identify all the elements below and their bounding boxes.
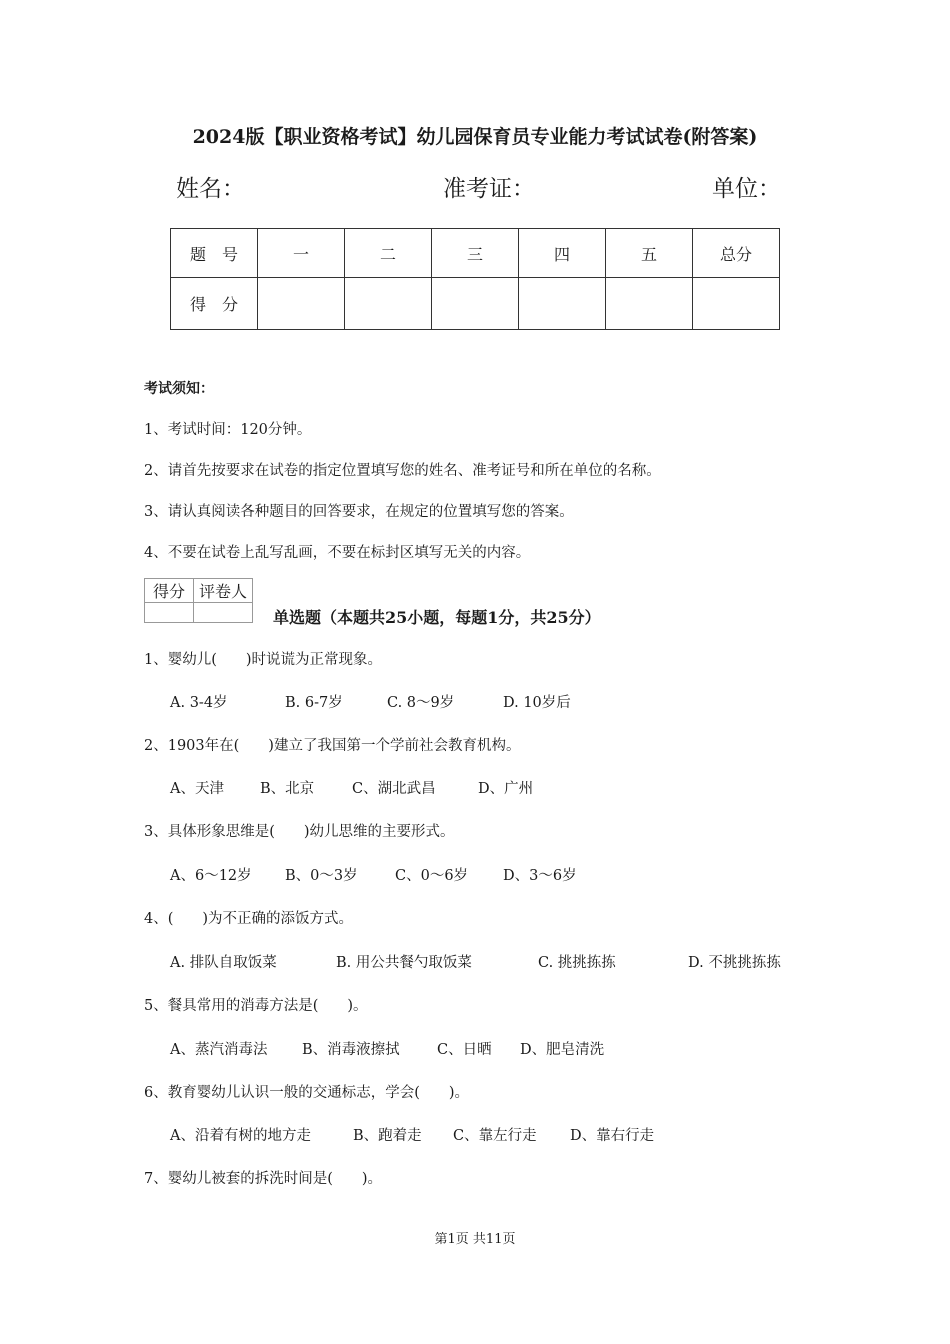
grader-score-cell [145, 603, 194, 623]
exam-id-field-label: 准考证： [443, 176, 535, 202]
option-a: A、天津 [170, 781, 224, 797]
score-cell [345, 278, 432, 330]
option-c: C、日晒 [437, 1042, 492, 1058]
question-text: 3、具体形象思维是( )幼儿思维的主要形式。 [144, 824, 455, 840]
option-d: D、广州 [478, 781, 534, 797]
option-b: B、跑着走 [353, 1128, 422, 1144]
page-footer: 第1页 共11页 [434, 1232, 516, 1247]
question-text: 4、( )为不正确的添饭方式。 [144, 911, 354, 927]
score-cell [519, 278, 606, 330]
option-d: D、靠右行走 [570, 1128, 655, 1144]
option-d: D、3～6岁 [503, 868, 577, 884]
header-cell-3: 三 [432, 229, 519, 278]
header-cell-label: 题 号 [171, 229, 258, 278]
option-b: B、北京 [260, 781, 315, 797]
header-cell-total: 总分 [693, 229, 780, 278]
grader-score-label: 得分 [145, 579, 194, 603]
option-c: C. 8～9岁 [387, 695, 455, 711]
option-c: C、靠左行走 [453, 1128, 537, 1144]
document-title: 2024版【职业资格考试】幼儿园保育员专业能力考试试卷(附答案) [192, 126, 758, 148]
option-a: A. 3-4岁 [170, 695, 228, 711]
notice-item: 4、不要在试卷上乱写乱画，不要在标封区填写无关的内容。 [144, 545, 531, 561]
score-row-label: 得 分 [171, 278, 258, 330]
notice-item: 3、请认真阅读各种题目的回答要求，在规定的位置填写您的答案。 [144, 504, 574, 520]
grader-reviewer-label: 评卷人 [194, 579, 253, 603]
question-text: 7、婴幼儿被套的拆洗时间是( )。 [144, 1171, 383, 1187]
option-b: B、0～3岁 [285, 868, 358, 884]
name-field-label: 姓名： [176, 176, 245, 202]
option-c: C、湖北武昌 [352, 781, 436, 797]
option-d: D、肥皂清洗 [520, 1042, 605, 1058]
header-cell-4: 四 [519, 229, 606, 278]
section-title: 单选题（本题共25小题，每题1分，共25分） [273, 608, 601, 627]
option-c: C、0～6岁 [395, 868, 469, 884]
score-table-score-row [171, 278, 780, 330]
question-text: 1、婴幼儿( )时说谎为正常现象。 [144, 652, 383, 668]
option-b: B. 6-7岁 [285, 695, 343, 711]
grader-reviewer-cell [194, 603, 253, 623]
option-c: C. 挑挑拣拣 [538, 955, 616, 971]
option-a: A、沿着有树的地方走 [170, 1128, 311, 1144]
notice-item: 2、请首先按要求在试卷的指定位置填写您的姓名、准考证号和所在单位的名称。 [144, 463, 661, 479]
notice-item: 1、考试时间：120分钟。 [144, 422, 312, 438]
score-table-header-row [171, 229, 780, 278]
unit-field-label: 单位： [712, 176, 781, 202]
question-text: 6、教育婴幼儿认识一般的交通标志，学会( )。 [144, 1085, 470, 1101]
score-cell [258, 278, 345, 330]
score-cell [693, 278, 780, 330]
option-a: A、6～12岁 [170, 868, 252, 884]
header-cell-2: 二 [345, 229, 432, 278]
option-a: A. 排队自取饭菜 [170, 955, 277, 971]
score-cell [606, 278, 693, 330]
score-cell [432, 278, 519, 330]
question-text: 2、1903年在( )建立了我国第一个学前社会教育机构。 [144, 738, 521, 754]
option-d: D. 10岁后 [503, 695, 571, 711]
option-b: B、消毒液擦拭 [302, 1042, 400, 1058]
header-cell-5: 五 [606, 229, 693, 278]
option-b: B. 用公共餐勺取饭菜 [336, 955, 472, 971]
notice-heading: 考试须知： [144, 381, 214, 397]
grader-table [144, 578, 253, 623]
score-table [170, 228, 780, 330]
option-d: D. 不挑挑拣拣 [688, 955, 781, 971]
header-cell-1: 一 [258, 229, 345, 278]
question-text: 5、餐具常用的消毒方法是( )。 [144, 998, 368, 1014]
option-a: A、蒸汽消毒法 [170, 1042, 268, 1058]
